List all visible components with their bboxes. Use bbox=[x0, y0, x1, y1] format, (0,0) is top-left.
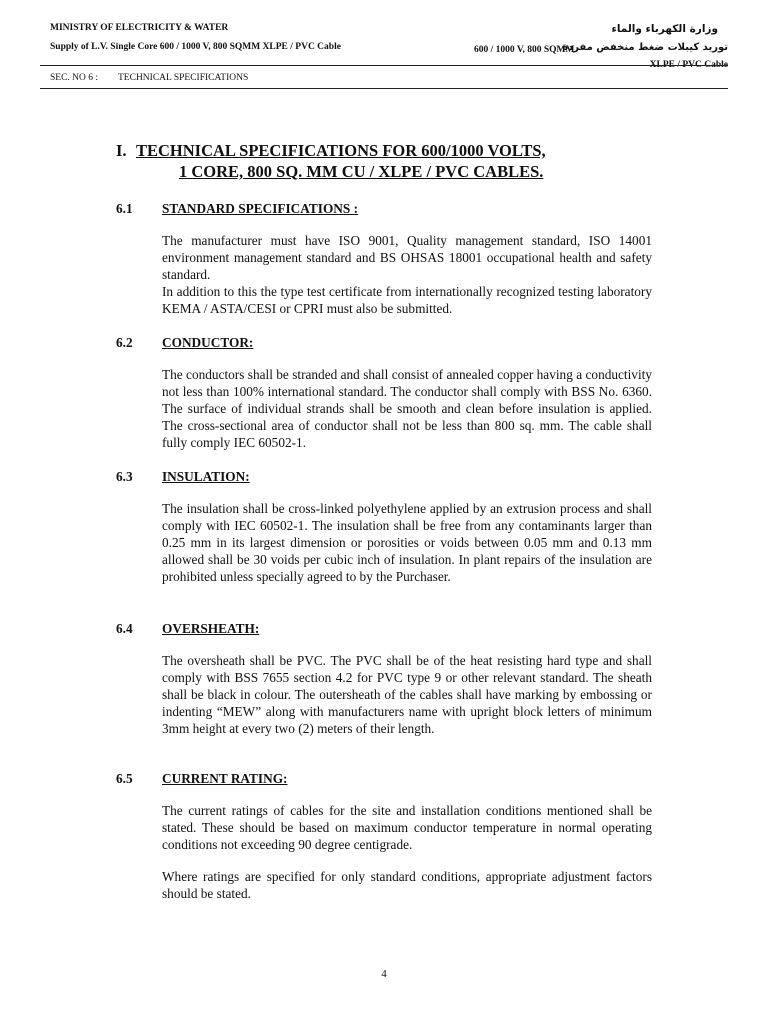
header-divider-bottom bbox=[40, 88, 728, 89]
section-current-rating bbox=[116, 770, 652, 902]
section-standard-specifications bbox=[116, 200, 652, 317]
spec-rating: 600 / 1000 V, 800 SQMM bbox=[474, 45, 575, 55]
page-number: 4 bbox=[381, 968, 387, 980]
title-line-2: 1 CORE, 800 SQ. MM CU / XLPE / PVC CABLES. bbox=[179, 162, 544, 181]
section-number: 6.5 bbox=[116, 771, 133, 786]
supply-description: Supply of L.V. Single Core 600 / 1000 V, 800 SQMM XLPE / PVC Cable bbox=[50, 42, 341, 52]
title-roman-numeral: I. bbox=[116, 141, 127, 160]
section-number: 6.1 bbox=[116, 201, 133, 216]
paragraph: The current ratings of cables for the site and installation conditions mentioned shall be stated. These should be based on maximum conductor temperature in normal operating conditions not exceeding 90 degree centigrade. bbox=[162, 803, 652, 852]
section-insulation bbox=[116, 468, 652, 585]
paragraph: The insulation shall be cross-linked polyethylene applied by an extrusion process and shall comply with IEC 60502-1. The insulation shall be free from any contaminants larger than 0.25 mm in its largest dimension or porosities or voids between 0.05 mm and 0.13 mm allowed shall be 30 voids per cubic inch of insulation. In plant repairs of the insulation are prohibited unless specially agreed to by the Purchaser. bbox=[162, 501, 652, 584]
section-number: SEC. NO 6 : bbox=[50, 73, 99, 83]
header-divider bbox=[40, 65, 728, 66]
section-conductor bbox=[116, 334, 652, 451]
section-heading: CONDUCTOR: bbox=[162, 335, 254, 350]
section-number: 6.2 bbox=[116, 335, 133, 350]
cable-type: XLPE / PVC Cable bbox=[649, 60, 728, 70]
section-heading: OVERSHEATH: bbox=[162, 621, 260, 636]
paragraph: In addition to this the type test certificate from internationally recognized testing laboratory KEMA / ASTA/CESI or CPRI must also be submitted. bbox=[162, 284, 652, 316]
title-line-1: TECHNICAL SPECIFICATIONS FOR 600/1000 VOLTS, bbox=[136, 141, 546, 160]
section-heading: STANDARD SPECIFICATIONS : bbox=[162, 201, 359, 216]
section-reference bbox=[50, 73, 248, 83]
section-heading: CURRENT RATING: bbox=[162, 771, 288, 786]
paragraph: The conductors shall be stranded and shall consist of annealed copper having a conductivity not less than 100% international standard. The conductor shall comply with BSS No. 6360. The surface of individual strands shall be smooth and clean before insulation is applied. The cross-sectional area of conductor shall not be less than 800 sq. mm. The cable shall fully comply IEC 60502-1. bbox=[162, 367, 652, 450]
paragraph: The oversheath shall be PVC. The PVC shall be of the heat resisting hard type and shall comply with BSS 7655 section 4.2 for PVC type 9 or other relevant standard. The sheath shall be black in colour. The outersheath of the cables shall have marking by embossing or indenting “MEW” along with manufacturers name with upright block letters of minimum 3mm height at every two (2) meters of their length. bbox=[162, 653, 652, 736]
arabic-supply-description: توريد كيبلات ضغط منخفض مفردة bbox=[562, 42, 728, 53]
document-title bbox=[116, 140, 546, 182]
paragraph: Where ratings are specified for only standard conditions, appropriate adjustment factors should be stated. bbox=[162, 869, 652, 901]
section-oversheath bbox=[116, 620, 652, 737]
ministry-name: MINISTRY OF ELECTRICITY & WATER bbox=[50, 23, 229, 33]
paragraph: The manufacturer must have ISO 9001, Quality management standard, ISO 14001 environment management standard and BS OHSAS 18001 occupational health and safety standard. bbox=[162, 233, 652, 282]
section-number: 6.4 bbox=[116, 621, 133, 636]
section-number: 6.3 bbox=[116, 469, 133, 484]
section-name: TECHNICAL SPECIFICATIONS bbox=[118, 73, 249, 83]
section-heading: INSULATION: bbox=[162, 469, 250, 484]
paragraph-gap bbox=[116, 853, 652, 868]
arabic-ministry-name: وزارة الكهرباء والماء bbox=[611, 23, 718, 35]
